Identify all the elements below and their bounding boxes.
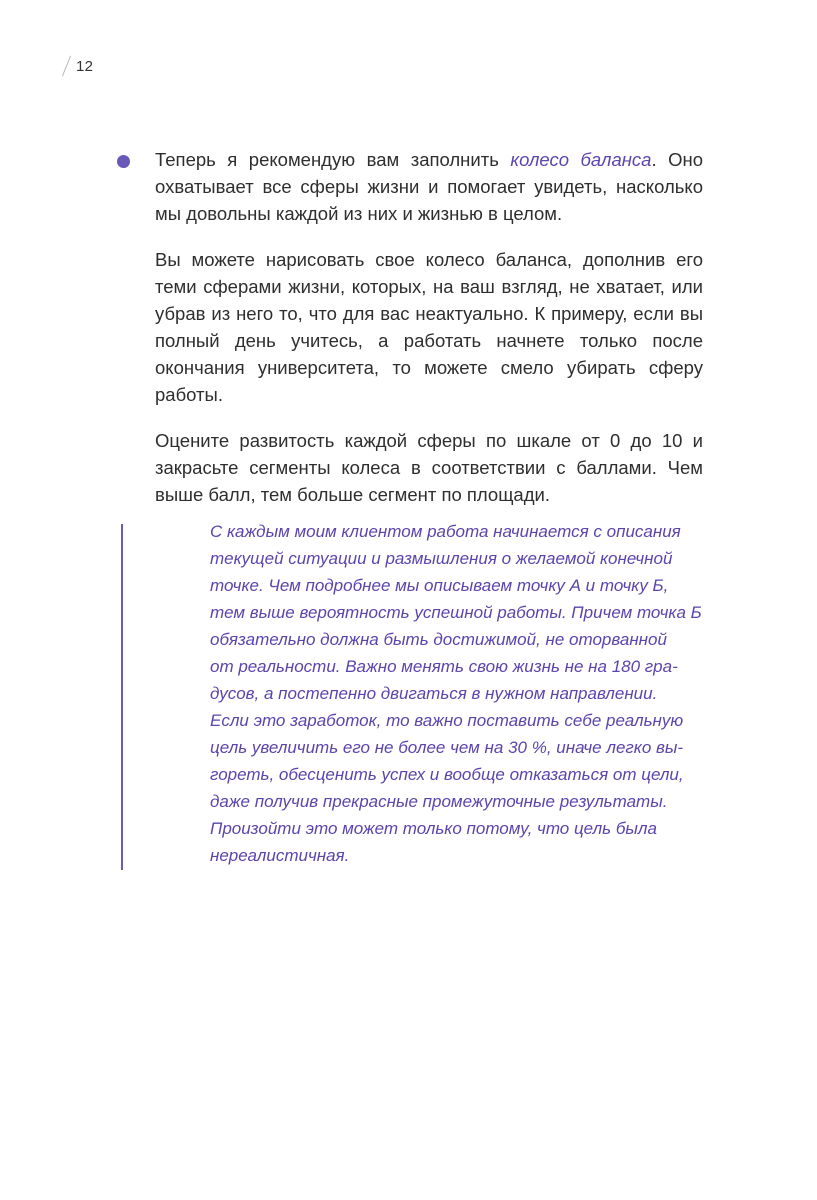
quote-line: от реальности. Важно менять свою жизнь не на 180 гра- — [210, 657, 678, 676]
quote-line: точке. Чем подробнее мы описываем точку А и точку Б, — [210, 576, 669, 595]
quote-line: Если это заработок, то важно поставить себе реальную — [210, 711, 684, 730]
quote-line: цель увеличить его не более чем на 30 %, иначе легко вы- — [210, 738, 684, 757]
bullet-paragraph-suffix: . Оно охватывает все сферы жизни и помогает увидеть, насколько мы довольны каждой из них и жизнью в целом. — [155, 149, 703, 224]
quote-block — [210, 518, 703, 869]
paragraph-3: Оцените развитость каждой сферы по шкале от 0 до 10 и закрасьте сегменты колеса в соответствии с баллами. Чем выше балл, тем больше сегмент по площади. — [155, 430, 703, 505]
bullet-paragraph-prefix: Теперь я рекомендую вам заполнить — [155, 149, 511, 170]
quote-line: обязательно должна быть достижимой, не оторванной — [210, 630, 667, 649]
quote-line: текущей ситуации и размышления о желаемой конечной — [210, 549, 673, 568]
quote-bar — [121, 524, 123, 870]
page-number-value: 12 — [76, 57, 94, 75]
bullet-paragraph — [155, 146, 703, 227]
quote-line: гореть, обесценить успех и вообще отказаться от цели, — [210, 765, 684, 784]
quote-line: нереалистичная. — [210, 846, 350, 865]
bullet-icon — [117, 155, 130, 168]
quote-line: тем выше вероятность успешной работы. Причем точка Б — [210, 603, 702, 622]
highlight-term: колесо баланса — [510, 149, 652, 170]
quote-line: Произойти это может только потому, что цель была — [210, 819, 657, 838]
page-number-slash — [62, 56, 71, 77]
paragraph-2: Вы можете нарисовать свое колесо баланса, дополнив его теми сферами жизни, которых, на ваш взгляд, не хватает, или убрав из него то, что для вас неактуально. К примеру, если вы полный день учитесь, а работать начнете только после окончания университета, то можете смело убирать сферу работы. — [155, 249, 703, 405]
page-number — [66, 54, 93, 78]
quote-line: С каждым моим клиентом работа начинается с описания — [210, 522, 681, 541]
body-text — [155, 146, 703, 527]
quote-line: даже получив прекрасные промежуточные результаты. — [210, 792, 668, 811]
quote-line: дусов, а постепенно двигаться в нужном направлении. — [210, 684, 658, 703]
